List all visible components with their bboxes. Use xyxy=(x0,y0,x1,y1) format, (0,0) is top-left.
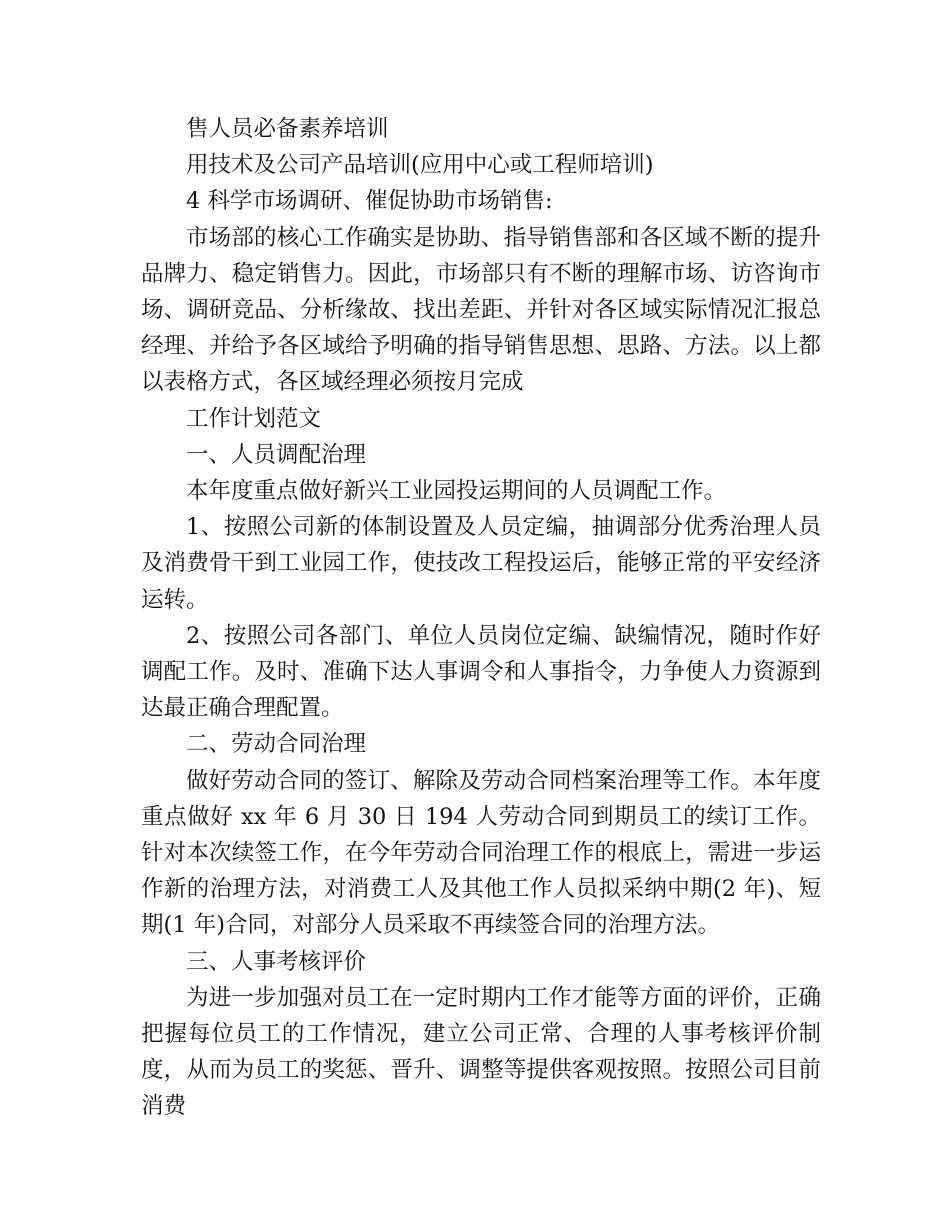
paragraph-8: 做好劳动合同的签订、解除及劳动合同档案治理等工作。本年度重点做好 xx 年 6 月 30 日 194 人劳动合同到期员工的续订工作。针对本次续签工作，在今年劳动合同治理工作的根底上，需进一步运作新的治理方法，对消费工人及其他工作人员拟采纳中期(2 年)、短期(1 年)合同，对部分人员采取不再续签合同的治理方法。 xyxy=(141,767,821,939)
paragraph-3: 4 科学市场调研、催促协助市场销售: xyxy=(186,188,553,215)
paragraph-4: 市场部的核心工作确实是协助、指导销售部和各区域不断的提升品牌力、稳定销售力。因此，市场部只有不断的理解市场、访咨询市场、调研竞品、分析缘故、找出差距、并针对各区域实际情况汇报总经理、并给予各区域给予明确的指导销售思想、思路、方法。以上都以表格方式，各区域经理必须按月完成 xyxy=(141,224,821,396)
document-body xyxy=(141,111,821,1125)
section-heading-3: 三、人事考核评价 xyxy=(186,948,367,975)
paragraph-2: 用技术及公司产品培训(应用中心或工程师培训) xyxy=(186,152,654,179)
section-heading-work-plan: 工作计划范文 xyxy=(186,405,322,432)
paragraph-7: 2、按照公司各部门、单位人员岗位定编、缺编情况，随时作好调配工作。及时、准确下达人事调令和人事指令，力争使人力资源到达最正确合理配置。 xyxy=(141,622,821,722)
paragraph-6: 1、按照公司新的体制设置及人员定编，抽调部分优秀治理人员及消费骨干到工业园工作，使技改工程投运后，能够正常的平安经济运转。 xyxy=(141,514,821,613)
section-heading-1: 一、人员调配治理 xyxy=(186,441,367,468)
paragraph-1: 售人员必备素养培训 xyxy=(186,116,389,142)
paragraph-9: 为进一步加强对员工在一定时期内工作才能等方面的评价，正确把握每位员工的工作情况，建立公司正常、合理的人事考核评价制度，从而为员工的奖惩、晋升、调整等提供客观按照。按照公司目前消费 xyxy=(141,984,821,1120)
section-heading-2: 二、劳动合同治理 xyxy=(186,731,367,758)
paragraph-5: 本年度重点做好新兴工业园投运期间的人员调配工作。 xyxy=(186,478,727,505)
